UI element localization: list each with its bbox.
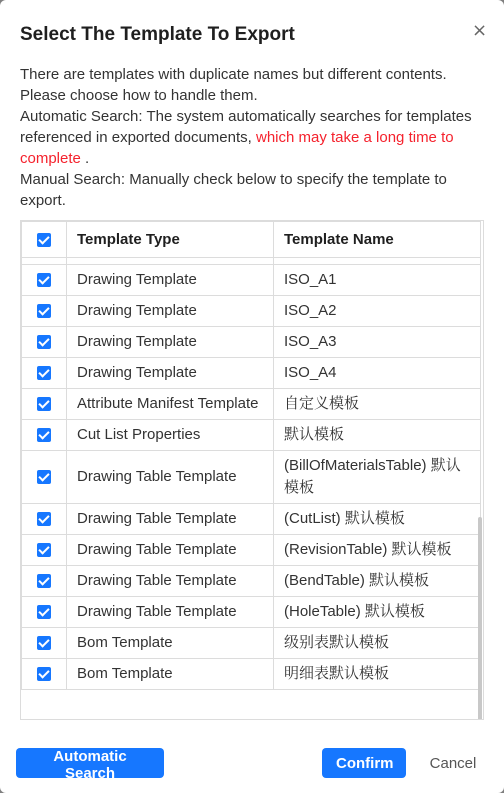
row-checkbox-cell [22,296,67,327]
row-template-type: Drawing Table Template [67,451,274,504]
row-checkbox[interactable] [37,470,51,484]
table-row-partial [22,258,481,265]
table-row[interactable] [22,659,481,690]
template-table [21,221,481,690]
automatic-search-button[interactable]: Automatic Search [16,748,164,778]
table-row[interactable] [22,597,481,628]
row-checkbox[interactable] [37,335,51,349]
row-template-name: ISO_A1 [274,265,481,296]
table-row[interactable] [22,296,481,327]
select-all-checkbox[interactable] [37,233,51,247]
row-template-name: ISO_A2 [274,296,481,327]
row-checkbox-cell [22,327,67,358]
row-checkbox[interactable] [37,397,51,411]
row-template-type: Cut List Properties [67,420,274,451]
row-checkbox[interactable] [37,366,51,380]
row-template-type: Drawing Table Template [67,504,274,535]
row-template-type: Drawing Template [67,296,274,327]
dialog-description [20,64,486,211]
row-checkbox[interactable] [37,574,51,588]
table-row[interactable] [22,504,481,535]
row-checkbox-cell [22,358,67,389]
row-template-type: Drawing Template [67,265,274,296]
table-row[interactable] [22,628,481,659]
auto-search-warning: which may take a long time to complete [20,129,454,167]
row-template-name: (RevisionTable) 默认模板 [274,535,481,566]
row-template-type: Drawing Template [67,327,274,358]
row-template-name: 级别表默认模板 [274,628,481,659]
close-icon[interactable]: × [472,20,488,41]
template-table-container[interactable] [20,220,484,720]
cancel-button[interactable]: Cancel [420,748,486,778]
table-row[interactable] [22,451,481,504]
description-line-manual: Manual Search: Manually check below to specify the template to export. [20,171,447,209]
select-all-cell [22,222,67,258]
header-template-type: Template Type [67,222,274,258]
confirm-button[interactable]: Confirm [322,748,406,778]
table-row[interactable] [22,265,481,296]
row-checkbox-cell [22,659,67,690]
row-template-name: 自定义模板 [274,389,481,420]
description-line-duplicates: There are templates with duplicate names but different contents. Please choose how to handle them. [20,66,447,104]
auto-search-text: Automatic Search: The system automatically searches for templates referenced in exported documents, [20,108,472,146]
row-template-name: (BendTable) 默认模板 [274,566,481,597]
row-checkbox-cell [22,628,67,659]
header-template-name: Template Name [274,222,481,258]
row-template-type: Drawing Template [67,358,274,389]
table-row[interactable] [22,566,481,597]
row-checkbox[interactable] [37,636,51,650]
table-row[interactable] [22,535,481,566]
row-template-name: ISO_A4 [274,358,481,389]
row-checkbox-cell [22,535,67,566]
row-checkbox-cell [22,420,67,451]
dialog-title: Select The Template To Export [20,24,295,45]
row-checkbox[interactable] [37,304,51,318]
table-row[interactable] [22,327,481,358]
row-template-type: Attribute Manifest Template [67,389,274,420]
row-checkbox[interactable] [37,428,51,442]
row-template-type: Drawing Table Template [67,597,274,628]
row-checkbox[interactable] [37,667,51,681]
table-row[interactable] [22,389,481,420]
row-template-type: Bom Template [67,628,274,659]
row-template-type: Drawing Table Template [67,535,274,566]
row-checkbox-cell [22,597,67,628]
row-template-name: (CutList) 默认模板 [274,504,481,535]
row-template-name: 明细表默认模板 [274,659,481,690]
row-checkbox-cell [22,451,67,504]
row-template-name: ISO_A3 [274,327,481,358]
table-row[interactable] [22,420,481,451]
row-checkbox-cell [22,566,67,597]
table-scrollbar[interactable] [478,517,482,720]
row-checkbox-cell [22,504,67,535]
row-template-name: 默认模板 [274,420,481,451]
row-checkbox-cell [22,265,67,296]
row-template-type: Bom Template [67,659,274,690]
row-template-type: Drawing Table Template [67,566,274,597]
row-checkbox[interactable] [37,512,51,526]
description-line-auto [20,106,486,169]
row-checkbox[interactable] [37,605,51,619]
row-template-name: (BillOfMaterialsTable) 默认模板 [274,451,481,504]
row-checkbox[interactable] [37,273,51,287]
table-header-row [22,222,481,258]
row-template-name: (HoleTable) 默认模板 [274,597,481,628]
auto-search-suffix: . [80,150,90,167]
table-row[interactable] [22,358,481,389]
row-checkbox[interactable] [37,543,51,557]
row-checkbox-cell [22,389,67,420]
